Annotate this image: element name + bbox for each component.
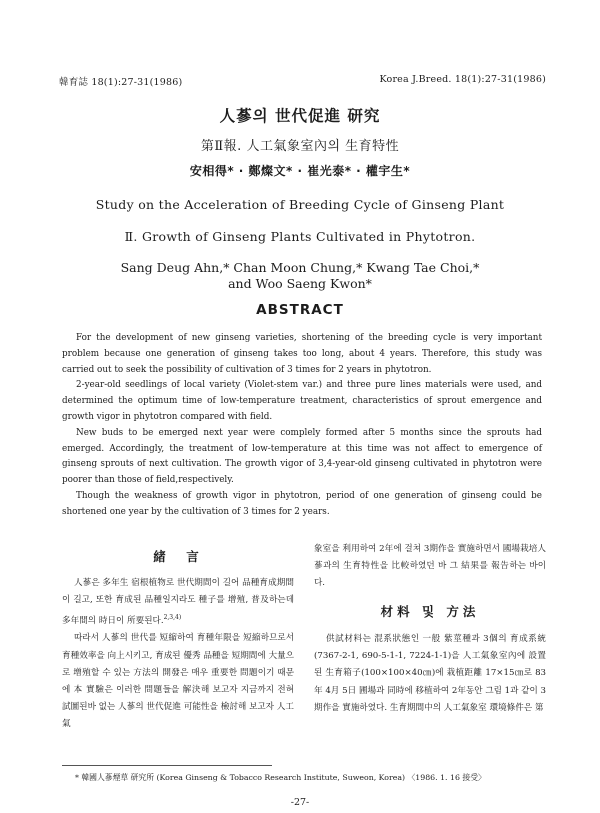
introduction-continued-text: 象室을 利用하여 2年에 걸쳐 3期作을 實施하면서 國場栽培人蔘과의 生育特性을 比較하였던 바 그 結果를 報告하는 바이다.: [314, 544, 546, 589]
introduction-paragraph-2: 따라서 人蔘의 世代를 短縮하여 育種年限을 短縮하므로서 育種效率을 向上시키고, 育成된 優秀 品種을 短期間에 大量으로 增殖할 수 있는 方法의 開發은 매우 重要한 問題이기 때문에 本 實驗은 이러한 問題들을 解決해 보고자 지금까지 전혀 試圖된바 없는 人蔘의 世代促進 可能性을 檢討해 보고자 人工氣: [62, 633, 294, 730]
abstract-heading: ABSTRACT: [256, 302, 344, 318]
english-title-line-2: Ⅱ. Growth of Ginseng Plants Cultivated in Phytotron.: [124, 229, 476, 244]
abstract-paragraph: New buds to be emerged next year were complely formed after 5 months since the sprouts had emerged. Accordingly, the treatment of low-temperature at this time was not affect to emergence of ginseng sprouts of next cultivation. The growth vigor of 3,4-year-old ginseng cultivated in phytotron were poorer than those of field,respectively.: [62, 427, 542, 486]
materials-methods-paragraph: 供試材料는 混系狀態인 一般 紫莖種과 3個의 育成系統(7367-2-1, 690-5-1-1, 7224-1-1)을 人工氣象室內에 設置된 生育箱子(100×100×40㎝)에 栽植距離 17×15㎝로 83年 4月 5日 圃場과 同時에 移植하여 2年동안 그림 1과 같이 3期作을 實施하였다. 生育期間中의 人工氣象室 環境條件은 第: [314, 634, 546, 713]
introduction-heading: 緒 言: [153, 549, 203, 564]
journal-header-korean: 韓育誌 18(1):27-31(1986): [59, 77, 183, 88]
page-number: -27-: [290, 797, 310, 808]
affiliation-footnote: * 韓國人蔘煙草 研究所 (Korea Ginseng & Tobacco Research Institute, Suweon, Korea) 〈1986. 1. 16 接受〉: [75, 773, 486, 782]
english-authors-line-2: and Woo Saeng Kwon*: [228, 276, 372, 291]
abstract-paragraph: For the development of new ginseng varieties, shortening of the breeding cycle is very important problem because one generation of ginseng takes too long, about 4 years. Therefore, this study was carried out to seek the possibility of cultivation of 3 times for 2 years in phytotron.: [62, 333, 542, 375]
footnote-divider: [62, 765, 272, 766]
introduction-body: [62, 575, 294, 734]
abstract-paragraph: Though the weakness of growth vigor in phytotron, period of one generation of ginseng could be shortened one year by the cultivation of 3 times for 2 years.: [62, 490, 542, 517]
journal-header-english: Korea J.Breed. 18(1):27-31(1986): [379, 74, 546, 85]
citation-superscript: 2,3,4): [163, 614, 182, 622]
introduction-continued: [314, 541, 546, 593]
korean-title: 人蔘의 世代促進 研究: [219, 107, 381, 125]
introduction-paragraph-1: [62, 575, 294, 630]
abstract-paragraph: 2-year-old seedlings of local variety (Violet-stem var.) and three pure lines materials were used, and determined the optimum time of low-temperature treatment, characteristics of sprout emergence and growth vigor in phytotron compared with field.: [62, 380, 542, 422]
english-title-line-1: Study on the Acceleration of Breeding Cycle of Ginseng Plant: [95, 197, 505, 212]
english-authors-line-1: Sang Deug Ahn,* Chan Moon Chung,* Kwang Tae Choi,*: [120, 260, 480, 275]
korean-authors: 安相得* · 鄭燦文* · 崔光泰* · 權宇生*: [189, 164, 411, 178]
materials-methods-body: [314, 631, 546, 717]
materials-methods-heading: 材料 및 方法: [380, 604, 480, 619]
korean-subtitle: 第Ⅱ報. 人工氣象室內의 生育特性: [200, 139, 400, 154]
abstract-body: [62, 331, 542, 521]
introduction-text-1: 人蔘은 多年生 宿根植物로 世代期間이 길어 品種育成期間이 길고, 또한 育成된 品種일지라도 種子를 增殖, 普及하는데 多年間의 時日이 所要된다.: [62, 578, 294, 627]
